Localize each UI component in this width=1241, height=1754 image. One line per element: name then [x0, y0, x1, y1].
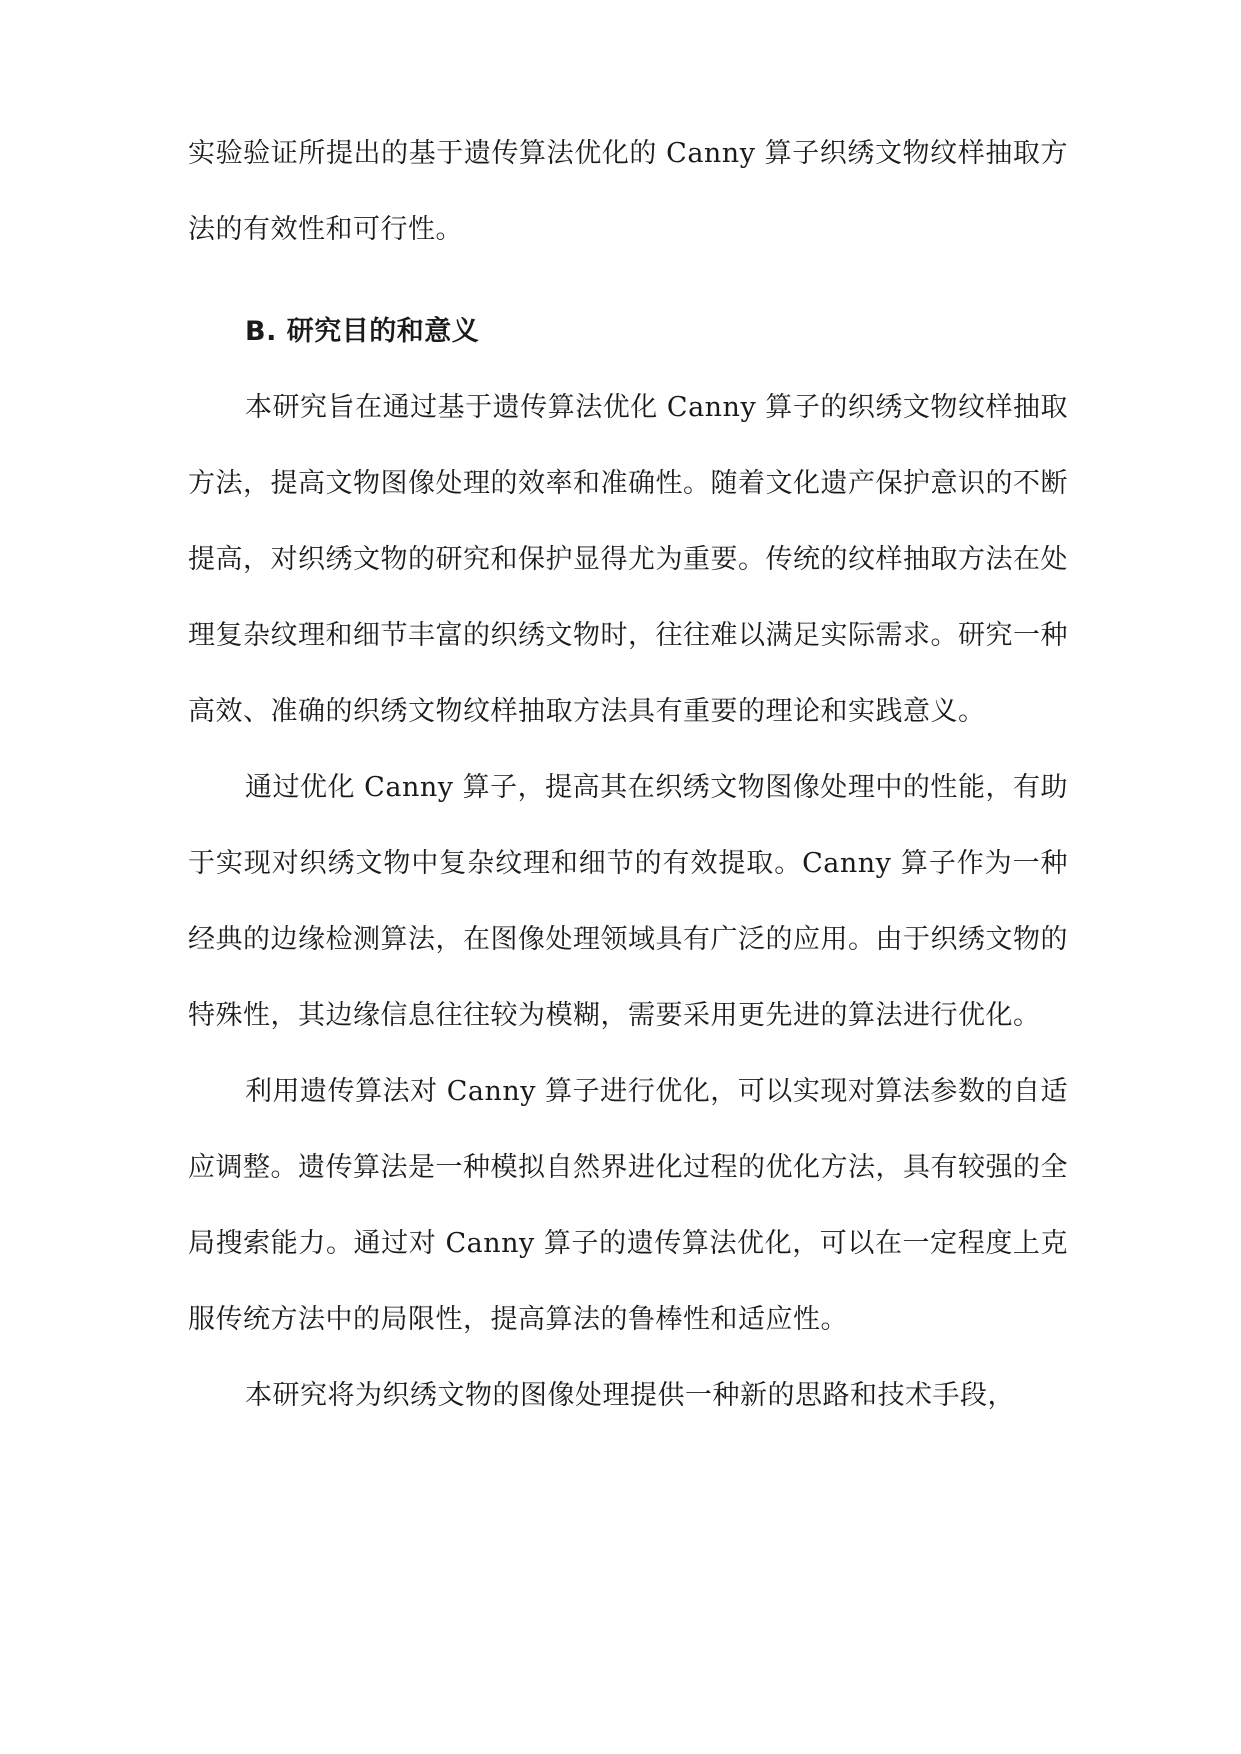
- body-paragraph-3: 利用遗传算法对 Canny 算子进行优化，可以实现对算法参数的自适应调整。遗传算法是一种模拟自然界进化过程的优化方法，具有较强的全局搜索能力。通过对 Canny 算子的遗传算法优化，可以在一定程度上克服传统方法中的局限性，提高算法的鲁棒性和适应性。: [188, 1076, 1068, 1335]
- document-body: [188, 116, 1068, 1434]
- body-paragraph-1: 本研究旨在通过基于遗传算法优化 Canny 算子的织绣文物纹样抽取方法，提高文物图像处理的效率和准确性。随着文化遗产保护意识的不断提高，对织绣文物的研究和保护显得尤为重要。传统的纹样抽取方法在处理复杂纹理和细节丰富的织绣文物时，往往难以满足实际需求。研究一种高效、准确的织绣文物纹样抽取方法具有重要的理论和实践意义。: [188, 392, 1068, 727]
- section-heading: B. 研究目的和意义: [245, 316, 480, 347]
- body-paragraph-2: 通过优化 Canny 算子，提高其在织绣文物图像处理中的性能，有助于实现对织绣文物中复杂纹理和细节的有效提取。Canny 算子作为一种经典的边缘检测算法，在图像处理领域具有广泛的应用。由于织绣文物的特殊性，其边缘信息往往较为模糊，需要采用更先进的算法进行优化。: [188, 772, 1068, 1031]
- section-spacer: [188, 268, 1068, 294]
- body-paragraph-4: 本研究将为织绣文物的图像处理提供一种新的思路和技术手段，: [245, 1380, 1015, 1411]
- continuation-paragraph: 实验验证所提出的基于遗传算法优化的 Canny 算子织绣文物纹样抽取方法的有效性和可行性。: [188, 138, 1068, 245]
